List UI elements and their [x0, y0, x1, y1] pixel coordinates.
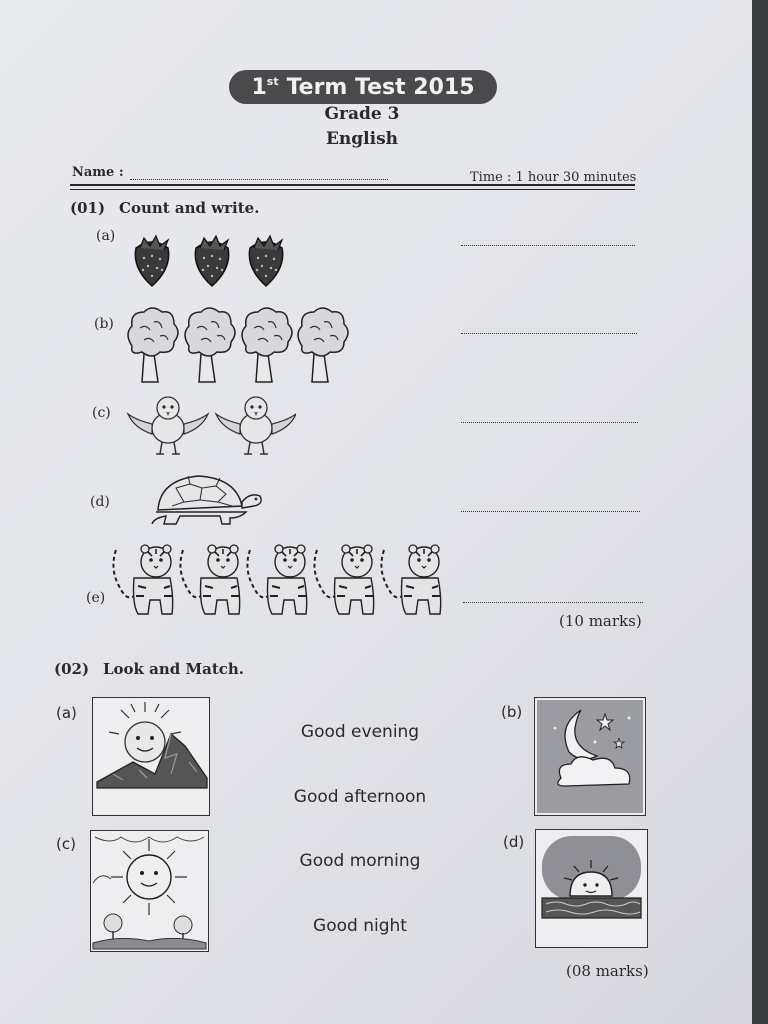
tiger-icon	[113, 545, 172, 614]
header-rule-top	[70, 184, 635, 186]
tiger-group	[108, 544, 448, 618]
q1-item-b-label: (b)	[94, 316, 114, 332]
q1-item-e-answer-line[interactable]	[463, 601, 643, 603]
q2-picture-d-label: (d)	[503, 833, 525, 851]
q1-item-d-answer-line[interactable]	[461, 510, 640, 512]
q2-picture-c-label: (c)	[56, 835, 76, 853]
name-answer-line[interactable]	[130, 178, 388, 180]
q2-picture-d-frame[interactable]	[535, 829, 648, 948]
q1-marks: (10 marks)	[559, 612, 642, 630]
subject-heading: English	[325, 129, 399, 149]
q1-item-c-label: (c)	[92, 405, 111, 421]
bird-icon	[216, 397, 296, 454]
q1-item-a-label: (a)	[96, 228, 116, 244]
tiger-icon	[180, 545, 239, 614]
q1-item-b-answer-line[interactable]	[461, 332, 637, 334]
turtle-icon	[152, 476, 261, 524]
sunset-sea-icon	[536, 830, 647, 947]
strawberry-icon	[135, 236, 168, 286]
midday-sun-icon	[91, 831, 208, 951]
title-number: 1	[251, 74, 267, 100]
tree-group	[124, 306, 349, 386]
tree-icon	[242, 308, 292, 382]
q2-picture-a-frame[interactable]	[92, 697, 210, 816]
q1-item-d-label: (d)	[90, 494, 110, 510]
q1-instruction: Count and write.	[119, 199, 260, 217]
q2-picture-c-frame[interactable]	[90, 830, 209, 952]
q2-number: (02)	[54, 660, 90, 678]
q1-number: (01)	[70, 199, 106, 217]
tree-icon	[185, 308, 235, 382]
q2-picture-a-label: (a)	[56, 704, 77, 722]
q2-picture-b-frame[interactable]	[534, 697, 646, 816]
phrase-good-afternoon[interactable]: Good afternoon	[293, 787, 427, 807]
q1-item-c-answer-line[interactable]	[461, 421, 638, 423]
moon-night-icon	[535, 698, 645, 815]
bird-icon	[128, 397, 208, 454]
tiger-icon	[247, 545, 306, 614]
header-rule-bottom	[70, 189, 635, 190]
sunrise-mountain-icon	[93, 698, 209, 815]
strawberry-icon	[249, 236, 282, 286]
phrase-good-morning[interactable]: Good morning	[299, 851, 421, 871]
tiger-icon	[381, 545, 440, 614]
grade-heading: Grade 3	[324, 104, 400, 124]
q2-instruction: Look and Match.	[103, 660, 245, 678]
tree-icon	[128, 308, 178, 382]
q2-marks: (08 marks)	[566, 962, 649, 980]
phrase-good-night[interactable]: Good night	[313, 916, 407, 936]
bird-group	[126, 394, 296, 460]
name-label: Name :	[72, 165, 124, 180]
q1-item-e-label: (e)	[86, 590, 106, 606]
test-title-badge	[229, 70, 497, 104]
q1-item-a-answer-line[interactable]	[461, 244, 635, 246]
title-text: Term Test 2015	[286, 74, 475, 100]
title-superscript: st	[266, 74, 279, 88]
strawberry-icon	[195, 236, 228, 286]
phrase-good-evening[interactable]: Good evening	[300, 722, 420, 742]
tiger-icon	[314, 545, 373, 614]
q2-picture-b-label: (b)	[501, 703, 523, 721]
time-label: Time : 1 hour 30 minutes	[470, 170, 637, 185]
tree-icon	[298, 308, 348, 382]
strawberry-group	[130, 228, 295, 290]
turtle-group	[150, 472, 266, 530]
